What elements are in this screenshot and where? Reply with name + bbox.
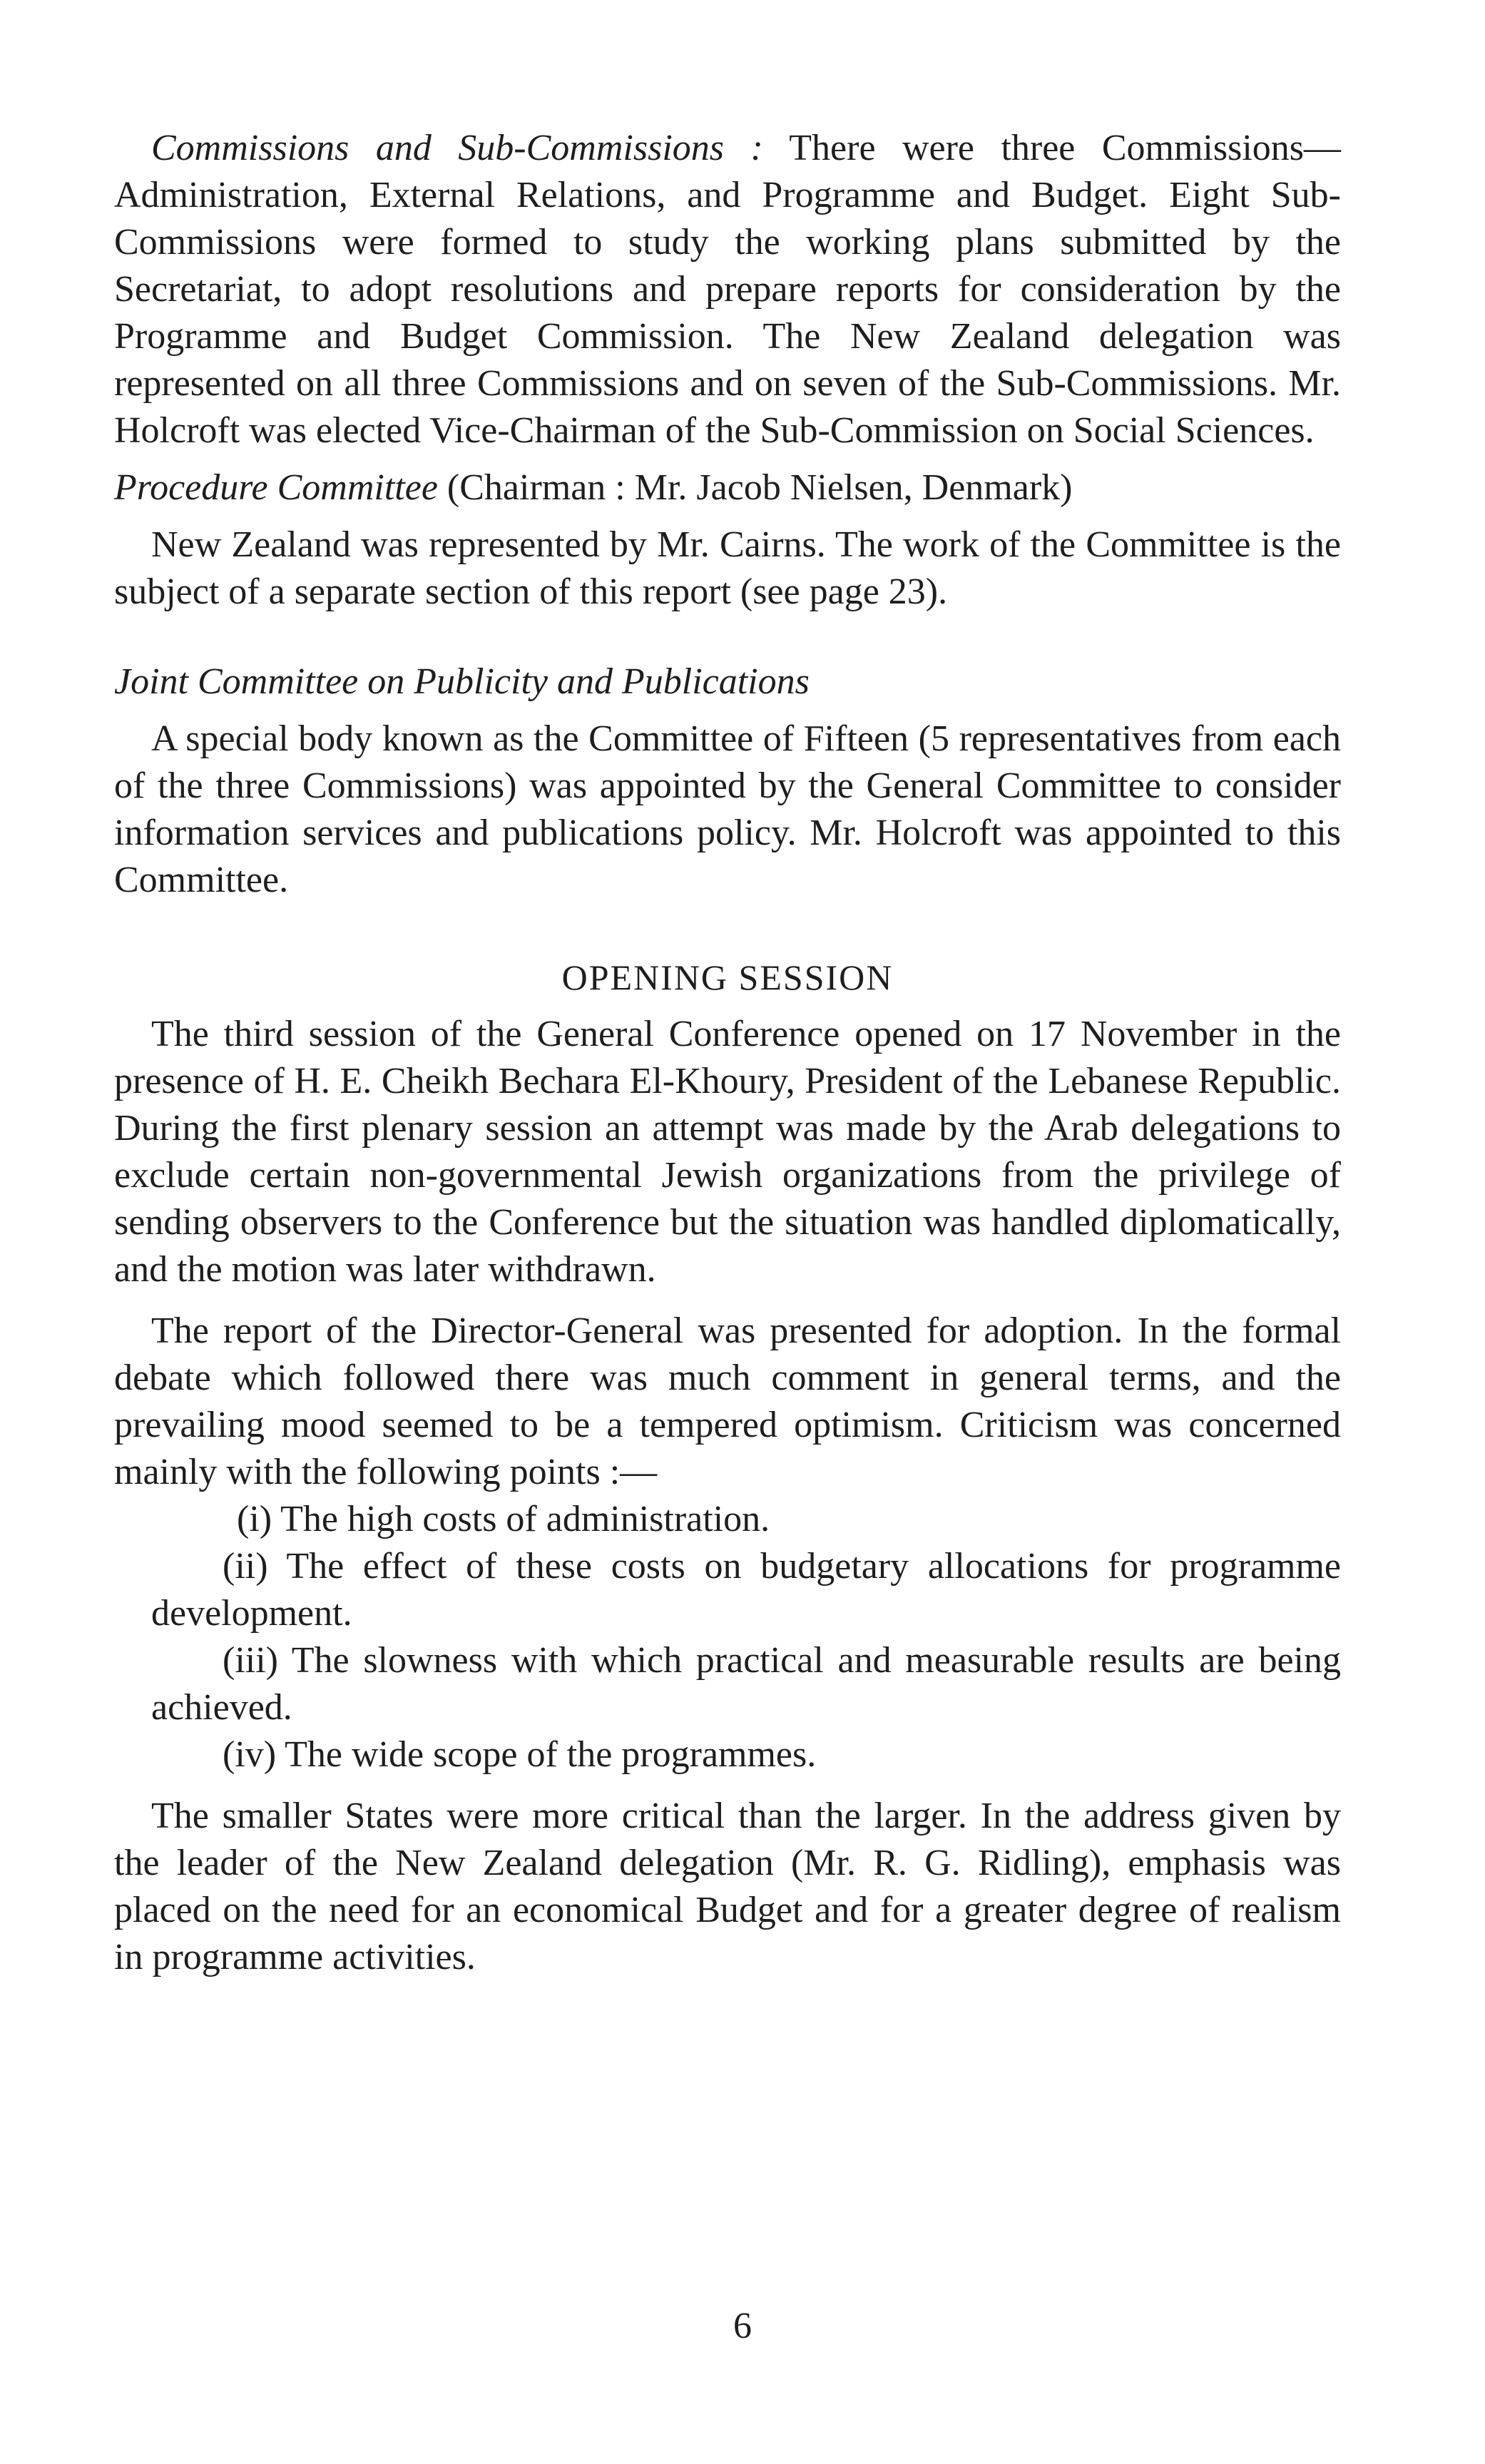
opening-session-paragraph-1: The third session of the General Conference opened on 17 November in the presence of H. E. Cheikh Bechara El-Khoury, President of the Lebanese Republic. During the first plenary session an attempt was made by the Arab delegations to exclude certain non-governmental Jewish organizations from the privilege of sending observers to the Conference but the situation was handled diplomatically, and the motion was later withdrawn. bbox=[114, 1014, 1341, 1290]
procedure-body: New Zealand was represented by Mr. Cairns. The work of the Committee is the subject of a separate section of this report (see page 23). bbox=[114, 524, 1341, 612]
joint-committee-body: A special body known as the Committee of Fifteen (5 representatives from each of the three Commissions) was appointed by the General Committee to consider information services and publications policy. Mr. Holcroft was appointed to this Committee. bbox=[114, 718, 1341, 900]
opening-session-heading: OPENING SESSION bbox=[561, 957, 894, 997]
criticism-point-4: (iv) The wide scope of the programmes. bbox=[223, 1734, 817, 1775]
page-number: 6 bbox=[733, 2306, 752, 2346]
opening-session-paragraph-2: The report of the Director-General was presented for adoption. In the formal debate which followed there was much comment in general terms, and the prevailing mood seemed to be a tempered optimism. Criticism was concerned mainly with the following points :— bbox=[114, 1310, 1341, 1492]
commissions-paragraph bbox=[114, 125, 1341, 454]
opening-session-paragraph-3: The smaller States were more critical than the larger. In the address given by the leader of the New Zealand delegation (Mr. R. G. Ridling), emphasis was placed on the need for an economical Budget and for a greater degree of realism in programme activities. bbox=[114, 1796, 1341, 1977]
procedure-heading: Procedure Committee bbox=[114, 467, 438, 508]
criticism-point-3: (iii) The slowness with which practical and measurable results are being achieved. bbox=[151, 1640, 1341, 1728]
document-page bbox=[114, 125, 1341, 1981]
commissions-body: There were three Commissions—Administration, External Relations, and Programme and Budget. Eight Sub-Commissions were formed to study the working plans submitted by the Secretariat, to adopt resolutions and prepare reports for consideration by the Programme and Budget Commission. The New Zealand delegation was represented on all three Commissions and on seven of the Sub-Commissions. Mr. Holcroft was elected Vice-Chairman of the Sub-Commission on Social Sciences. bbox=[114, 128, 1342, 451]
procedure-chairman: (Chairman : Mr. Jacob Nielsen, Denmark) bbox=[446, 467, 1073, 508]
joint-committee-heading: Joint Committee on Publicity and Publications bbox=[114, 661, 810, 702]
procedure-heading-line bbox=[114, 464, 1341, 511]
criticism-point-2: (ii) The effect of these costs on budgetary allocations for programme development. bbox=[151, 1546, 1341, 1634]
criticism-point-1: (i) The high costs of administration. bbox=[237, 1499, 770, 1539]
commissions-heading: Commissions and Sub-Commissions : bbox=[151, 128, 763, 168]
